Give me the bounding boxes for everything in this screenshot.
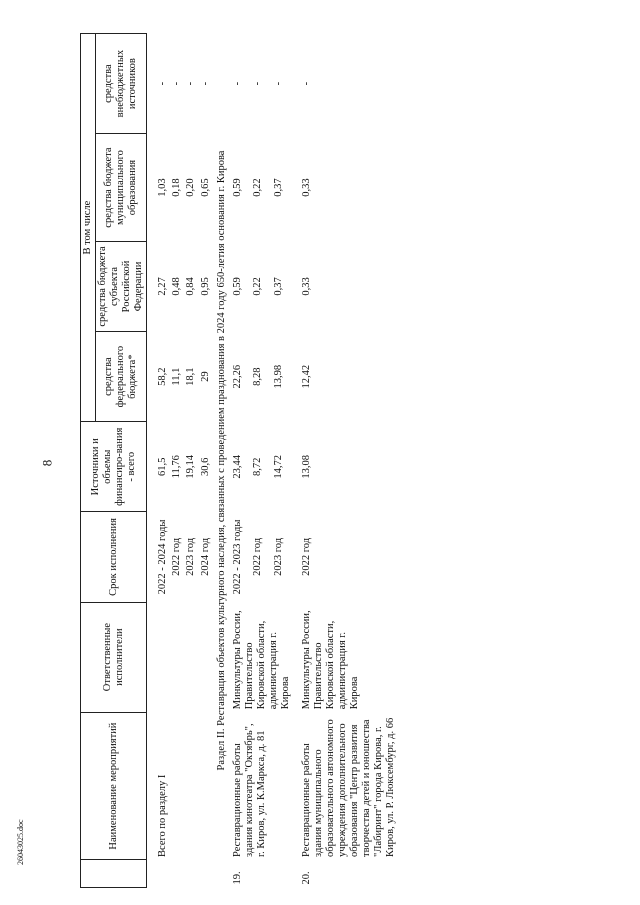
extra-cell: - (300, 81, 312, 86)
table-row (231, 34, 252, 888)
header-regional: средства бюджета субъекта Российской Федерации (96, 241, 147, 331)
municipal-cell: 0,22 (252, 178, 264, 197)
total-cell: 13,08 (300, 454, 312, 479)
table-row (293, 34, 399, 888)
term-cell: 2022 год (171, 537, 183, 576)
item-number: 20. (300, 871, 312, 885)
regional-cell: 2,27 (157, 277, 169, 296)
header-extra: средства внебюджетных источников (96, 34, 147, 134)
term-cell: 2022 год (300, 537, 312, 576)
term-cell: 2022 год (252, 537, 264, 576)
federal-cell: 58,2 (157, 367, 169, 386)
term-cell: 2022 - 2024 годы (157, 519, 169, 595)
total-cell: 23,44 (231, 454, 243, 479)
municipal-cell: 0,33 (300, 178, 312, 197)
municipal-cell: 0,59 (231, 178, 243, 197)
federal-cell: 13,98 (273, 364, 285, 389)
extra-cell: - (185, 81, 197, 86)
municipal-cell: 1,03 (157, 178, 169, 197)
header-including: В том числе (81, 34, 96, 422)
federal-cell: 22,26 (231, 364, 243, 389)
item-name: Реставрационные работы здания муниципального образовательного автономного учреждения дополнительного образования "Центр развития творчества детей и юношества "Лабиринт" города Кирова, г. Киров, ул. Р. Люксембург, д. 66 (300, 717, 397, 857)
section-heading-row (213, 34, 231, 888)
federal-cell: 11,1 (171, 367, 183, 386)
item-name: Реставрационные работы здания кинотеатра "Октябрь", г. Киров, ул. К.Маркса, д. 81 (231, 723, 267, 857)
header-executors: Ответственные исполнители (81, 602, 147, 712)
table-row (147, 34, 171, 888)
header-no (81, 860, 147, 888)
extra-cell: - (231, 81, 243, 86)
total-cell: 30,6 (199, 457, 211, 476)
extra-cell: - (252, 81, 264, 86)
federal-cell: 8,28 (252, 367, 264, 386)
term-cell: 2023 год (185, 537, 197, 576)
federal-cell: 29 (199, 371, 211, 382)
regional-cell: 0,37 (273, 277, 285, 296)
item-executors: Минкультуры России, Правительство Кировской области, администрация г. Кирова (300, 610, 361, 710)
header-total: Источники и объемы финансиро-вания - всего (81, 422, 147, 512)
total-cell: 8,72 (252, 457, 264, 476)
total-cell: 14,72 (273, 454, 285, 479)
section-2-title: Раздел II. Реставрация объектов культурного наследия, связанных с проведением празднования в 2024 году 650-летия основания г. Кирова (215, 150, 227, 771)
regional-cell: 0,22 (252, 277, 264, 296)
extra-cell: - (157, 81, 169, 86)
total-cell: 11,76 (171, 455, 183, 479)
municipal-cell: 0,37 (273, 178, 285, 197)
municipal-cell: 0,18 (171, 178, 183, 197)
total-cell: 61,5 (157, 457, 169, 476)
header-federal: средства федерального бюджета* (96, 332, 147, 422)
regional-cell: 0,33 (300, 277, 312, 296)
header-name: Наименование мероприятий (81, 712, 147, 860)
municipal-cell: 0,65 (199, 178, 211, 197)
regional-cell: 0,48 (171, 277, 183, 296)
rotated-page (80, 33, 620, 888)
table-header (81, 34, 147, 888)
table-body (147, 34, 399, 888)
header-term: Срок исполнения (81, 512, 147, 602)
total-cell: 19,14 (185, 454, 197, 479)
header-municipal: средства бюджета муниципального образования (96, 134, 147, 242)
term-cell: 2023 год (273, 537, 285, 576)
term-cell: 2022 - 2023 годы (231, 519, 243, 595)
footer-filename: 26043025.doc (16, 819, 25, 865)
extra-cell: - (171, 81, 183, 86)
regional-cell: 0,84 (185, 277, 197, 296)
page-number: 8 (39, 459, 55, 467)
extra-cell: - (273, 81, 285, 86)
item-number: 19. (231, 871, 243, 885)
extra-cell: - (199, 81, 211, 86)
item-executors: Минкультуры России, Правительство Кировской области, администрация г. Кирова (231, 610, 291, 710)
program-table (80, 33, 398, 888)
federal-cell: 18,1 (185, 367, 197, 386)
regional-cell: 0,95 (199, 277, 211, 296)
municipal-cell: 0,20 (185, 178, 197, 197)
regional-cell: 0,59 (231, 277, 243, 296)
total-label: Всего по разделу I (157, 774, 169, 857)
term-cell: 2024 год (199, 537, 211, 576)
federal-cell: 12,42 (300, 364, 312, 389)
